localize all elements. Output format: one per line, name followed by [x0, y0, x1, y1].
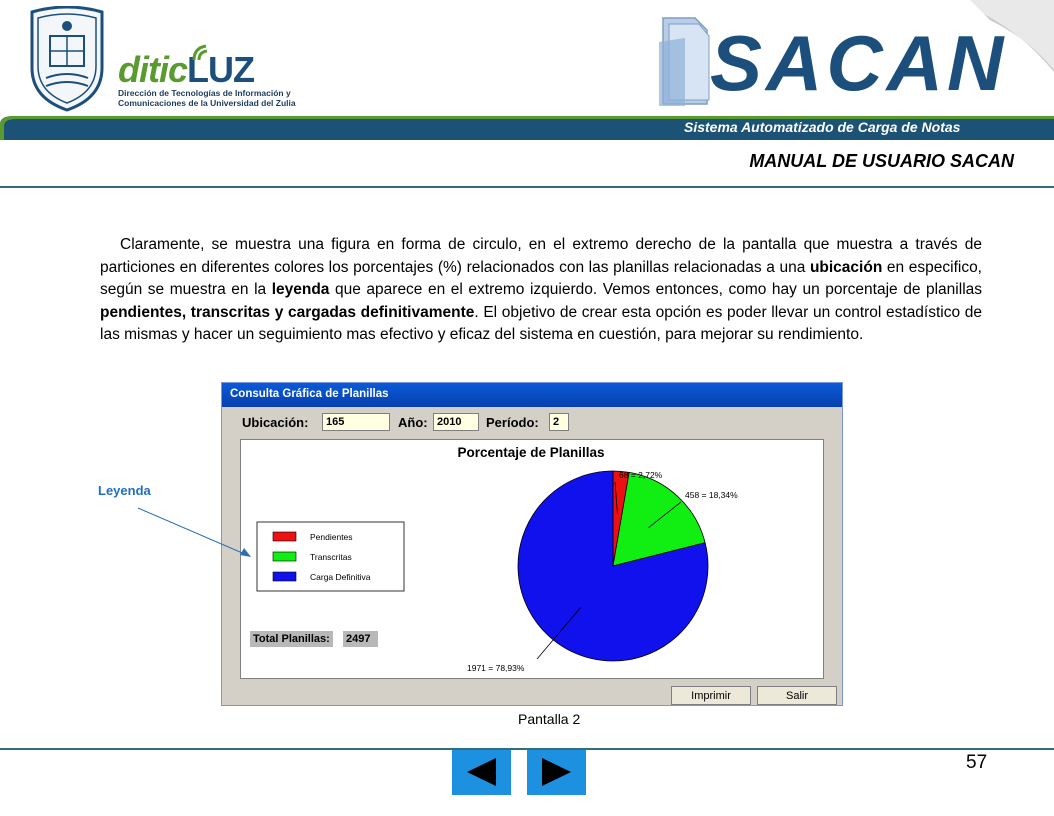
previous-page-button[interactable] [452, 750, 511, 795]
next-page-button[interactable] [527, 750, 586, 795]
folder-icon [655, 12, 715, 108]
window-title: Consulta Gráfica de Planillas [230, 388, 389, 400]
paragraph-text: en especifico, según se muestra en la [100, 258, 982, 298]
pie-slices [518, 471, 708, 661]
pie-data-label: 68 = 2,72% [619, 470, 663, 480]
anio-label: Año: [398, 415, 428, 430]
total-planillas-label: Total Planillas: [250, 631, 333, 647]
window-titlebar [222, 383, 842, 407]
paragraph-bold-estados: pendientes, transcritas y cargadas definitivamente [100, 303, 475, 321]
diticluz-subtitle: Dirección de Tecnologías de Información y Comunicaciones de la Universidad del Zulia [118, 88, 296, 108]
product-subtitle: Sistema Automatizado de Carga de Notas [684, 119, 961, 135]
diticluz-logo-word: diticLUZ [118, 49, 254, 90]
paragraph-bold-ubicacion: ubicación [809, 258, 883, 276]
chart-legend [257, 522, 404, 591]
paragraph-text: . El objetivo de crear esta opción es poder llevar un control estadístico de las mismas y hacer un seguimiento mas efectivo y eficaz del sistema en cuestión, para mejorar su rendimiento. [100, 303, 982, 343]
paragraph-text: que aparece en el extremo izquierdo. Vemos entonces, como hay un porcentaje de planillas [329, 281, 983, 298]
wifi-arcs-icon [190, 40, 220, 62]
consulta-grafica-window [221, 382, 843, 706]
top-divider [0, 186, 1054, 188]
periodo-label: Período: [486, 415, 539, 430]
imprimir-button[interactable]: Imprimir [671, 686, 751, 705]
university-seal-logo [28, 6, 106, 112]
legend-label: Transcritas [310, 552, 352, 562]
pie-data-label: 458 = 18,34% [685, 490, 738, 500]
anio-field[interactable]: 2010 [433, 413, 479, 431]
ubicacion-label: Ubicación: [242, 415, 309, 430]
leyenda-callout: Leyenda [98, 483, 151, 498]
salir-button[interactable]: Salir [757, 686, 837, 705]
sacan-logo: SACAN [710, 19, 1008, 107]
total-planillas-value: 2497 [343, 631, 378, 647]
legend-label: Pendientes [310, 532, 353, 542]
page-number: 57 [966, 752, 988, 773]
paragraph-bold-leyenda: leyenda [271, 281, 330, 298]
diticluz-logo [118, 50, 328, 110]
pie-data-label: 1971 = 78,93% [467, 663, 525, 673]
manual-title: MANUAL DE USUARIO SACAN [749, 151, 1014, 171]
figure-caption: Pantalla 2 [518, 711, 581, 727]
legend-swatch [273, 552, 296, 561]
description-paragraph [100, 234, 982, 347]
ubicacion-field[interactable]: 165 [322, 413, 390, 431]
paragraph-text: Claramente, se muestra una figura en forma de circulo, en el extremo derecho de la pantalla que muestra a través de particiones en diferentes colores los porcentajes (%) relacionados con las planillas relacionadas a una [100, 236, 982, 276]
triangle-left-icon [452, 750, 511, 795]
page-curl-decoration [970, 0, 1054, 72]
chart-title: Porcentaje de Planillas [457, 445, 605, 460]
leyenda-arrow-icon [130, 500, 260, 560]
triangle-right-icon [527, 750, 586, 795]
legend-swatch [273, 532, 296, 541]
periodo-field[interactable]: 2 [549, 413, 569, 431]
legend-label: Carga Definitiva [310, 572, 371, 582]
legend-swatch [273, 572, 296, 581]
